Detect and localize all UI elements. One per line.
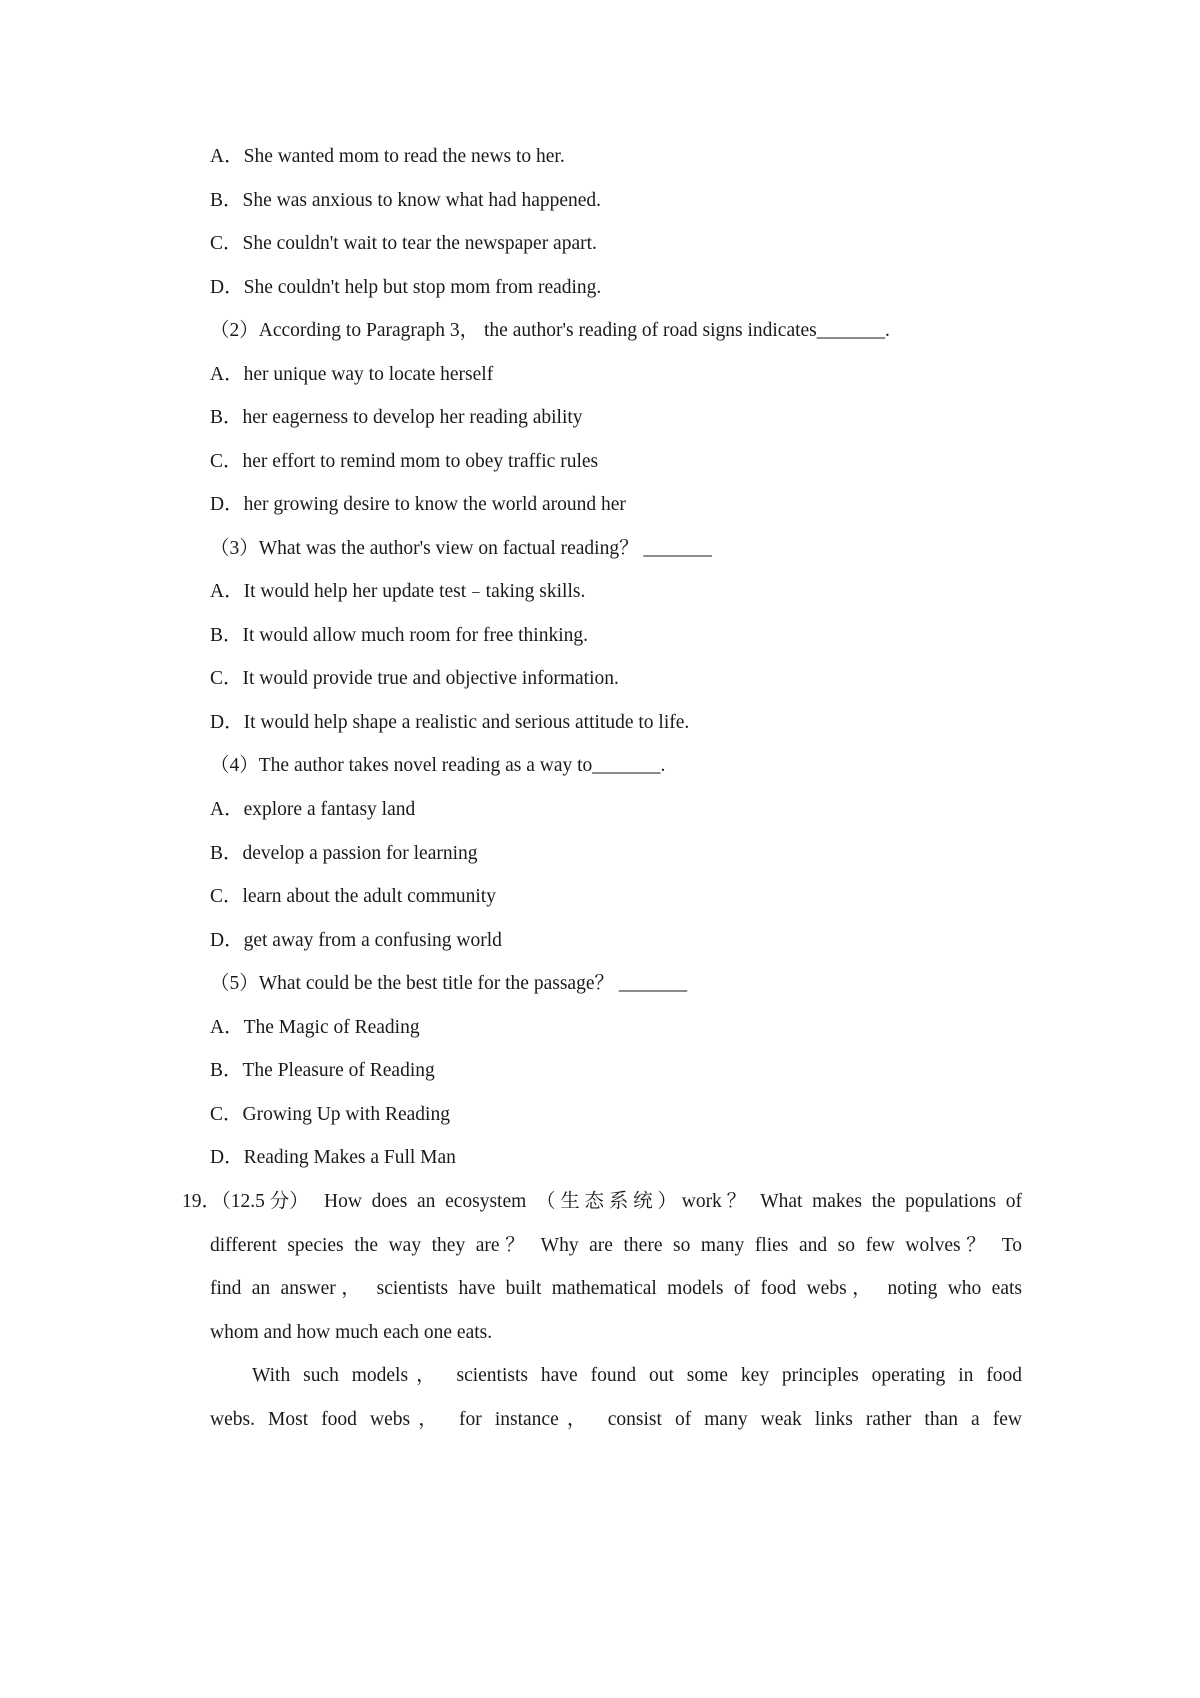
q5-stem: （5）What could be the best title for the passage？ _______ (210, 973, 688, 994)
option-text: her eagerness to develop her reading ability (242, 407, 583, 428)
option-label: C． (210, 668, 243, 689)
option-label: B． (210, 843, 243, 864)
option-text: Reading Makes a Full Man (243, 1147, 456, 1168)
option-label: C． (210, 1104, 243, 1125)
option-label: D． (210, 277, 244, 298)
q4-option-d (210, 929, 502, 953)
option-text: her effort to remind mom to obey traffic rules (242, 451, 599, 472)
q19-line-3: find an answer， scientists have built mathematical models of food webs， noting who eats (210, 1278, 1022, 1299)
option-text: It would help shape a realistic and serious attitude to life. (243, 712, 690, 733)
option-text: learn about the adult community (242, 886, 496, 907)
q4-option-a (210, 798, 415, 822)
q1-option-d (210, 276, 601, 300)
q4-option-c (210, 885, 496, 909)
q3-option-a (210, 580, 585, 604)
q2-option-a (210, 363, 493, 387)
q5-option-b (210, 1059, 435, 1083)
option-text: It would allow much room for free thinking. (242, 625, 589, 646)
q19-para2-line-1: With such models， scientists have found out some key principles operating in food (252, 1365, 1022, 1386)
option-label: D． (210, 1147, 244, 1168)
q2-option-b (210, 406, 583, 430)
q2-stem: （2）According to Paragraph 3， the author's reading of road signs indicates_______. (210, 320, 890, 341)
option-text: develop a passion for learning (242, 843, 478, 864)
option-text: her growing desire to know the world around her (243, 494, 626, 515)
q3-option-b (210, 624, 588, 648)
option-label: A． (210, 364, 244, 385)
q19-number-score (182, 1190, 309, 1214)
q5-option-a (210, 1016, 420, 1040)
q19-number: 19． (182, 1191, 222, 1212)
q4-stem: （4）The author takes novel reading as a way to_______. (210, 755, 666, 776)
option-text: The Pleasure of Reading (242, 1060, 435, 1081)
option-label: C． (210, 233, 243, 254)
option-label: D． (210, 712, 244, 733)
q19-line-1: How does an ecosystem （生态系统）work？ What makes the populations of (324, 1191, 1022, 1212)
option-text: She couldn't wait to tear the newspaper apart. (242, 233, 597, 254)
q3-option-c (210, 667, 619, 691)
q1-option-a (210, 145, 565, 169)
option-text: It would provide true and objective information. (242, 668, 619, 689)
option-text: her unique way to locate herself (243, 364, 494, 385)
option-text: get away from a confusing world (243, 930, 502, 951)
q19-line-4: whom and how much each one eats. (210, 1322, 493, 1343)
option-text: Growing Up with Reading (242, 1104, 450, 1125)
q5-option-d (210, 1146, 456, 1170)
q3-option-d (210, 711, 689, 735)
q4-option-b (210, 842, 478, 866)
q19-line-2: different species the way they are？ Why are there so many flies and so few wolves？ To (210, 1235, 1022, 1256)
option-label: C． (210, 451, 243, 472)
option-text: She was anxious to know what had happened. (242, 190, 602, 211)
option-text: The Magic of Reading (243, 1017, 420, 1038)
option-label: D． (210, 494, 244, 515)
option-label: D． (210, 930, 244, 951)
q1-option-c (210, 232, 597, 256)
option-text: explore a fantasy land (243, 799, 416, 820)
option-text: It would help her update test﹣taking skills. (243, 581, 586, 602)
q19-para2-line-2: webs. Most food webs， for instance， consist of many weak links rather than a few (210, 1409, 1022, 1430)
option-text: She wanted mom to read the news to her. (243, 146, 565, 167)
q3-stem: （3）What was the author's view on factual reading？ _______ (210, 538, 712, 559)
option-label: A． (210, 146, 244, 167)
option-label: A． (210, 1017, 244, 1038)
option-label: C． (210, 886, 243, 907)
option-label: B． (210, 407, 243, 428)
option-text: She couldn't help but stop mom from reading. (243, 277, 602, 298)
option-label: A． (210, 799, 244, 820)
q1-option-b (210, 189, 601, 213)
q5-option-c (210, 1103, 450, 1127)
option-label: B． (210, 625, 243, 646)
q19-score: （12.5 分） (221, 1191, 309, 1212)
option-label: A． (210, 581, 244, 602)
q2-option-c (210, 450, 598, 474)
option-label: B． (210, 1060, 243, 1081)
option-label: B． (210, 190, 243, 211)
q2-option-d (210, 493, 626, 517)
